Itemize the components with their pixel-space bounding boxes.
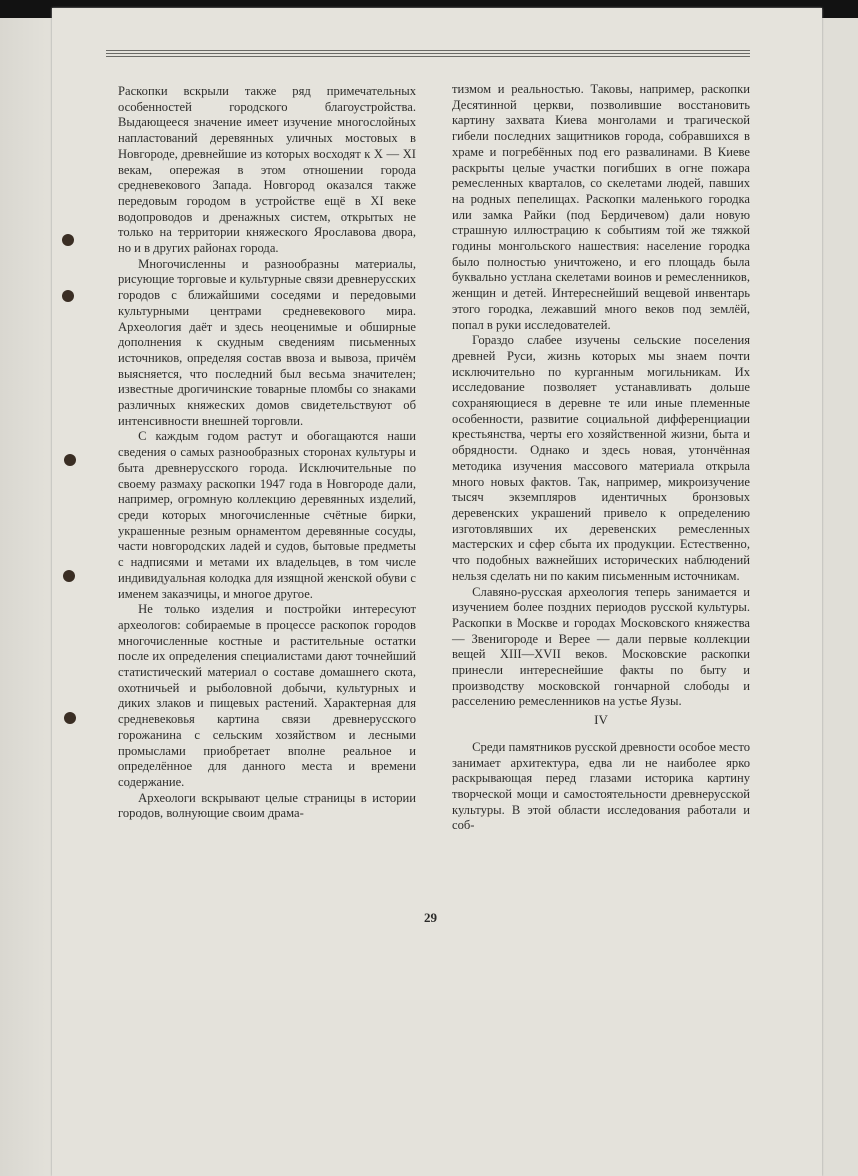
binding-hole <box>63 570 75 582</box>
left-text-column <box>118 84 416 822</box>
paragraph: Раскопки вскрыли также ряд примечательных особенностей городского благоустройства. Выдающееся значение имеет изучение многослойных напластований деревянных уличных мостовых в Новгороде, древнейшие из которых восходят к X — XI векам, опережая в этом отношении города средневекового Запада. Новгород оказался также передовым городом в устройстве ещё в XI веке водопроводов и дренажных систем, открытых не только на территории княжеского Ярославова двора, но и в других районах города. <box>118 84 416 256</box>
page-lower-area <box>52 1000 822 1176</box>
paragraph: Археологи вскрывают целые страницы в истории городов, волнующие своим драма- <box>118 790 416 821</box>
header-rule <box>106 56 750 57</box>
paragraph: Славяно-русская археология теперь занимается и изучением более поздних периодов русской культуры. Раскопки в Москве и городах Московского княжества — Звенигороде и Верее — дали первые коллекции вещей XIII—XVII веков. Московские раскопки принесли интереснейшие факты по быту и производству московской гончарной слободы и расселению ремесленников на устье Яузы. <box>452 584 750 709</box>
page-number: 29 <box>424 910 437 925</box>
paragraph: Не только изделия и постройки интересуют археологов: собираемые в процессе раскопок городов многочисленные костные и растительные остатки после их определения специалистами дают точнейший статистический материал о составе домашнего скота, охотничьей и рыболовной добычи, культурных и диких злаков и пищевых растений. Характерная для средневековья картина связи древнерусского горожанина с сельским хозяйством и лесными промыслами приобретает вполне реальное и определённое для данного места и времени содержание. <box>118 602 416 789</box>
section-number: IV <box>594 712 608 728</box>
binding-hole <box>64 454 76 466</box>
header-rule <box>106 53 750 54</box>
paragraph: Среди памятников русской древности особое место занимает архитектура, едва ли не наиболее ярко раскрывающая перед глазами историка картину творческой мощи и самостоятельности древнерусской культуры. В этой области исследования работали и соб- <box>452 739 750 833</box>
binding-hole <box>62 290 74 302</box>
binding-hole <box>62 234 74 246</box>
header-rule <box>106 50 750 51</box>
paragraph: тизмом и реальностью. Таковы, например, раскопки Десятинной церкви, позволившие восстановить картину захвата Киева монголами и трагической гибели последних защитников города, собравшихся в храме и погребённых под его развалинами. В Киеве раскрыты целые участки погибших в огне пожара ремесленных кварталов, со скелетами людей, павших на родных пепелищах. Раскопки маленького городка или замка Райки (под Бердичевом) дали новую страшную иллюстрацию к событиям той же тяжкой годины монгольского нашествия: население городка было полностью уничтожено, и его площадь была буквально устлана скелетами воинов и ремесленников, женщин и детей. Интереснейший вещевой инвентарь этого городка, лежавший много веков под землёй, попал в руки исследователей. <box>452 82 750 332</box>
binding-hole <box>64 712 76 724</box>
paragraph: С каждым годом растут и обогащаются наши сведения о самых разнообразных сторонах культуры и быта древнерусского города. Исключительные по своему размаху раскопки 1947 года в Новгороде дали, например, огромную коллекцию деревянных изделий, среди которых многочисленные счётные бирки, украшенные резным орнаментом деревянные сосуды, части новгородских ладей и судов, бытовые предметы с надписями и метами их владельцев, в том числе индивидуальная колодка для изящной женской обуви с именем заказчицы, и многое другое. <box>118 429 416 601</box>
paragraph: Многочисленны и разнообразны материалы, рисующие торговые и культурные связи древнерусских городов с ближайшими соседями и передовыми культурными центрами средневекового мира. Археология даёт и здесь неоценимые и обширные дополнения к скудным сведениям письменных источников, определяя состав ввоза и вывоза, причём выясняется, что последний был весьма значителен; известные дрогичинские товарные пломбы со знаками различных княжеских домов свидетельствуют об интенсивности внешней торговли. <box>118 256 416 428</box>
paragraph: Гораздо слабее изучены сельские поселения древней Руси, жизнь которых мы знаем почти исключительно по курганным могильникам. Их исследование позволяет устанавливать дольше сохраняющиеся в деревне те или иные племенные особенности, развитие социальной дифференциации крестьянства, черты его хозяйственной жизни, быта и обрядности. Однако и здесь новая, утончённая методика изучения массового материала открыла много новых фактов. Так, например, микроизучение тысяч экземпляров идентичных бронзовых деревенских украшений привело к определению изготовлявших их деревенских ремесленных мастерских и сфер сбыта их продукции. Естественно, что подобных важнейших исторических наблюдений нельзя сделать ни по каким письменным источникам. <box>452 333 750 583</box>
right-text-column <box>452 82 750 834</box>
